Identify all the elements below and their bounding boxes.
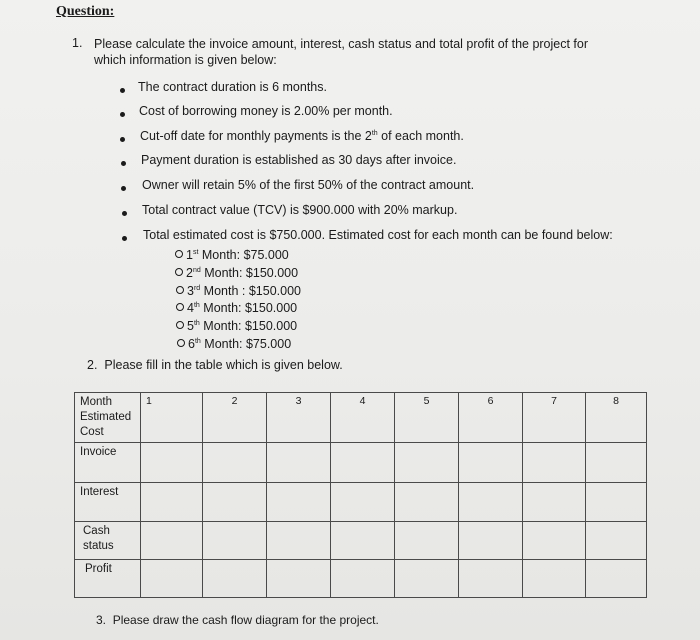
table-cell[interactable] xyxy=(203,443,267,483)
table-cell[interactable] xyxy=(395,522,459,560)
table-cell[interactable] xyxy=(395,560,459,598)
table-cell[interactable] xyxy=(523,443,586,483)
month-cost-item: 4th Month: $150.000 xyxy=(176,301,297,315)
bullet-item: Cost of borrowing money is 2.00% per month. xyxy=(139,104,393,118)
table-cell[interactable] xyxy=(331,560,395,598)
circle-bullet-icon xyxy=(176,286,184,294)
column-header-cell[interactable]: 6 xyxy=(459,393,523,443)
column-header-cell[interactable]: 1 xyxy=(141,393,203,443)
invoice-label: Invoice xyxy=(80,446,117,458)
table-cell[interactable] xyxy=(203,560,267,598)
question-1-text: Please calculate the invoice amount, interest, cash status and total profit of the project for which information is given below: xyxy=(94,37,589,67)
table-cell[interactable] xyxy=(459,522,523,560)
column-header-cell[interactable]: 7 xyxy=(523,393,586,443)
month-cost-item: 6th Month: $75.000 xyxy=(177,337,291,351)
table-cell[interactable] xyxy=(586,560,647,598)
table-cell[interactable] xyxy=(586,522,647,560)
table-cell[interactable] xyxy=(459,443,523,483)
bullet-item: Total contract value (TCV) is $900.000 with 20% markup. xyxy=(142,203,458,217)
table-cell[interactable] xyxy=(586,443,647,483)
month-cost-item: 3rd Month : $150.000 xyxy=(176,284,301,298)
bullet-icon xyxy=(120,88,125,93)
bullet-icon xyxy=(121,186,126,191)
column-header-cell[interactable]: 8 xyxy=(586,393,647,443)
month-cost-item: 2nd Month: $150.000 xyxy=(175,266,298,280)
cash-status-label: Cash status xyxy=(83,525,114,552)
month-cost-item: 5th Month: $150.000 xyxy=(176,319,297,333)
circle-bullet-icon xyxy=(176,303,184,311)
circle-bullet-icon xyxy=(175,250,183,258)
table-cell[interactable] xyxy=(267,443,331,483)
bullet-icon xyxy=(122,236,127,241)
row-label-cell xyxy=(75,483,141,522)
circle-bullet-icon xyxy=(176,321,184,329)
column-header-cell[interactable]: 5 xyxy=(395,393,459,443)
month-cost-item: 1st Month: $75.000 xyxy=(175,248,289,262)
bullet-item: The contract duration is 6 months. xyxy=(138,80,327,94)
table-cell[interactable] xyxy=(395,483,459,522)
table-cell[interactable] xyxy=(523,522,586,560)
column-header-cell[interactable]: 4 xyxy=(331,393,395,443)
table-cell[interactable] xyxy=(586,483,647,522)
bullet-icon xyxy=(122,211,127,216)
table-row xyxy=(75,443,647,483)
table-cell[interactable] xyxy=(459,560,523,598)
column-header-cell[interactable]: 2 xyxy=(203,393,267,443)
question-3: 3. Please draw the cash flow diagram for the project. xyxy=(96,613,379,627)
bullet-item: Total estimated cost is $750.000. Estimated cost for each month can be found below: xyxy=(143,228,613,242)
table-row xyxy=(75,393,647,443)
table-row xyxy=(75,522,647,560)
table-cell[interactable] xyxy=(267,483,331,522)
question-1-number: 1. xyxy=(72,36,83,50)
bullet-item: Payment duration is established as 30 days after invoice. xyxy=(141,153,457,167)
column-header-cell[interactable]: 3 xyxy=(267,393,331,443)
table-cell[interactable] xyxy=(523,560,586,598)
table-cell[interactable] xyxy=(203,483,267,522)
bullet-icon xyxy=(120,112,125,117)
table-cell[interactable] xyxy=(267,522,331,560)
answer-table xyxy=(74,392,647,598)
table-row xyxy=(75,560,647,598)
table-cell[interactable] xyxy=(141,522,203,560)
table-cell[interactable] xyxy=(395,443,459,483)
table-cell[interactable] xyxy=(331,443,395,483)
table-cell[interactable] xyxy=(331,483,395,522)
bullet-item: Cut-off date for monthly payments is the 2th of each month. xyxy=(140,129,464,143)
table-cell[interactable] xyxy=(141,560,203,598)
profit-label: Profit xyxy=(85,563,112,575)
table-cell[interactable] xyxy=(141,483,203,522)
row-label-cell xyxy=(75,560,141,598)
row-label-cell xyxy=(75,522,141,560)
table-cell[interactable] xyxy=(523,483,586,522)
table-cell[interactable] xyxy=(331,522,395,560)
table-cell[interactable] xyxy=(203,522,267,560)
bullet-item: Owner will retain 5% of the first 50% of the contract amount. xyxy=(142,178,475,192)
circle-bullet-icon xyxy=(175,268,183,276)
question-2: 2. Please fill in the table which is given below. xyxy=(87,358,343,372)
bullet-icon xyxy=(121,161,126,166)
table-cell[interactable] xyxy=(267,560,331,598)
table-cell[interactable] xyxy=(141,443,203,483)
question-heading: Question: xyxy=(56,4,115,19)
circle-bullet-icon xyxy=(177,339,185,347)
bullet-icon xyxy=(120,137,125,142)
row-label-cell xyxy=(75,393,141,443)
month-estimated-cost-label: Month Estimated Cost xyxy=(80,396,132,438)
row-label-cell xyxy=(75,443,141,483)
table-cell[interactable] xyxy=(459,483,523,522)
interest-label: Interest xyxy=(80,486,119,498)
table-row xyxy=(75,483,647,522)
